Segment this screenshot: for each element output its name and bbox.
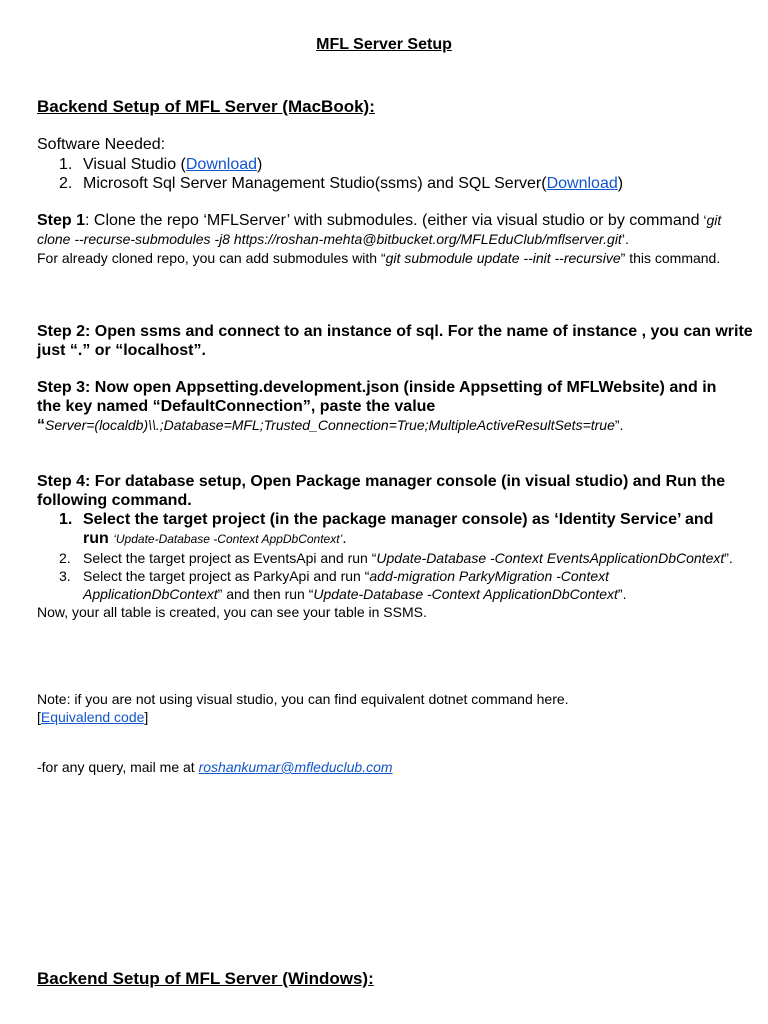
default-connection-value: Server=(localdb)\\.;Database=MFL;Trusted_Connection=True;MultipleActiveResultSets=true xyxy=(45,417,615,433)
download-sql-server-link[interactable]: Download xyxy=(546,175,618,192)
update-database-parky-command: Update-Database -Context ApplicationDbContext xyxy=(313,586,618,602)
step-4-item-3: 3. Select the target project as ParkyApi and run “add-migration ParkyMigration -Context ApplicationDbContext” and then run “Update-Database -Context ApplicationDbContext”. xyxy=(59,568,627,602)
mac-heading: Backend Setup of MFL Server (MacBook): xyxy=(37,97,375,116)
add-migration-command: add-migration ParkyMigration -Context ApplicationDbContext xyxy=(83,568,610,602)
software-list xyxy=(37,155,737,193)
contact-line: -for any query, mail me at roshankumar@mfleduclub.com xyxy=(37,759,393,775)
update-database-events-command: Update-Database -Context EventsApplicationDbContext xyxy=(376,550,725,566)
equivalent-code-link[interactable]: Equivalend code xyxy=(40,709,145,725)
step-4: Step 4: For database setup, Open Package manager console (in visual studio) and Run the following command. 1. Select the target project (in the package manager console) as ‘Identity Service’ and run ‘Update-Database -Context AppDbContext’. 2. Select the target project as EventsApi and run “Update-Database -Context EventsApplicationDbContext”. 3. Select the target project as ParkyApi and run “add-migration ParkyMigration -Context ApplicationDbContext” and then run “Update-Database -Context ApplicationDbContext”. Now, your all table is created, you can see your table in SSMS. xyxy=(37,472,737,621)
software-needed-label: Software Needed: xyxy=(37,136,166,153)
download-visual-studio-link[interactable]: Download xyxy=(185,156,258,173)
step-4-list xyxy=(37,510,737,603)
submodule-update-command: git submodule update --init --recursive xyxy=(385,250,621,266)
software-item-ssms: 2. Microsoft Sql Server Management Studio(ssms) and SQL Server(Download) xyxy=(59,175,624,192)
step-3-label: Step 3: xyxy=(37,379,91,396)
windows-heading: Backend Setup of MFL Server (Windows): xyxy=(37,969,374,988)
step-4-label: Step 4 xyxy=(37,473,86,490)
page-title: MFL Server Setup xyxy=(316,36,452,53)
step-4-item-1: 1. Select the target project (in the package manager console) as ‘Identity Service’ and run ‘Update-Database -Context AppDbContext’. xyxy=(59,511,714,547)
tables-created-text: Now, your all table is created, you can see your table in SSMS. xyxy=(37,604,427,620)
note: Note: if you are not using visual studio, you can find equivalent dotnet command here. [Equivalend code] xyxy=(37,691,569,725)
step-2-label: Step 2 xyxy=(37,323,86,340)
step-1: Step 1: Clone the repo ‘MFLServer’ with submodules. (either via visual studio or by command ‘git clone --recurse-submodules -j8 https://roshan-mehta@bitbucket.org/MFLEduClub/mflserver.git’. For already cloned repo, you can add submodules with “git submodule update --init --recursive” this command. xyxy=(37,212,722,266)
step-2: Step 2: Open ssms and connect to an instance of sql. For the name of instance , you can write just “.” or “localhost”. xyxy=(37,323,753,359)
software-item-visual-studio: 1. Visual Studio (Download) xyxy=(59,156,263,173)
step-1-label: Step 1 xyxy=(37,212,86,229)
step-4-item-2: 2. Select the target project as EventsApi and run “Update-Database -Context EventsApplicationDbContext”. xyxy=(59,550,733,566)
step-3: Step 3: Now open Appsetting.development.json (inside Appsetting of MFLWebsite) and in the key named “DefaultConnection”, paste the value “Server=(localdb)\\.;Database=MFL;Trusted_Connection=True;MultipleActiveResultSets=true”. xyxy=(37,379,717,434)
update-database-appdb-command: ‘Update-Database -Context AppDbContext’ xyxy=(113,532,343,546)
contact-email-link[interactable]: roshankumar@mfleduclub.com xyxy=(198,759,393,775)
git-clone-command: git clone --recurse-submodules -j8 https://roshan-mehta@bitbucket.org/MFLEduClub/mflserver.git xyxy=(37,212,722,247)
